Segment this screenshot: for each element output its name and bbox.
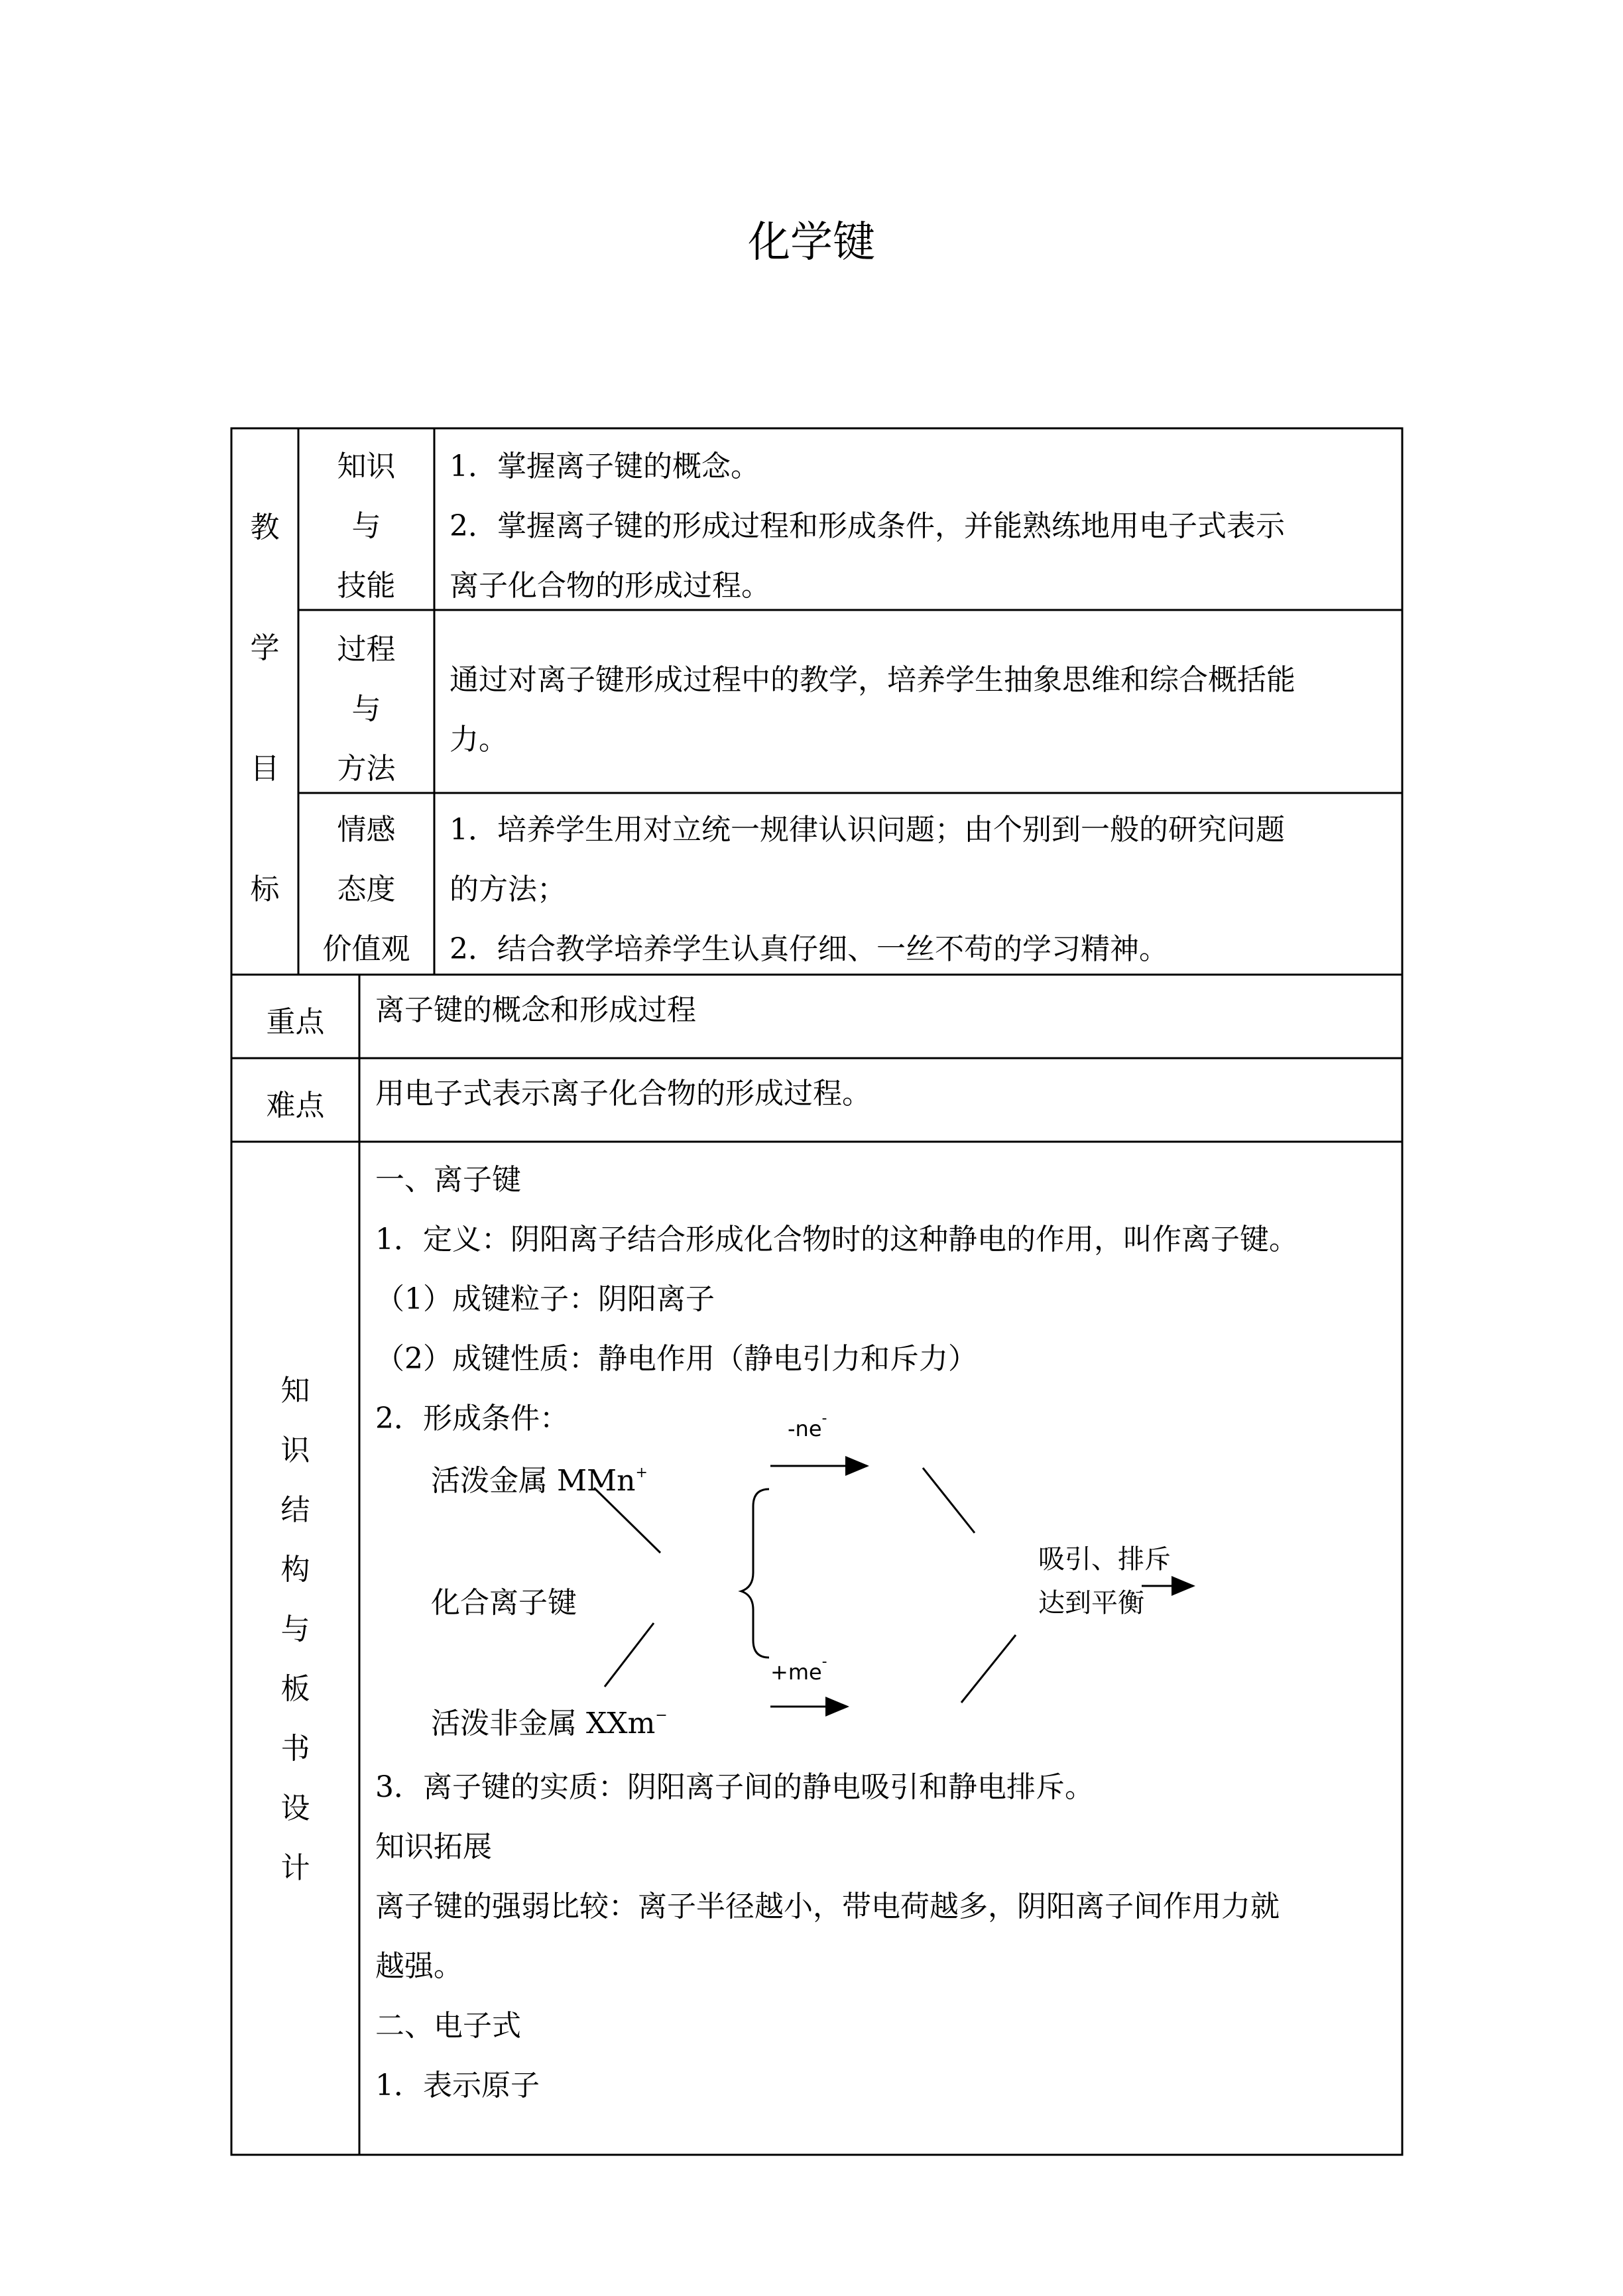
knowledge-label-char: 知 (280, 1374, 310, 1408)
objective-text: 1．掌握离子键的概念。 (450, 450, 760, 483)
objectives-header-char: 学 (250, 631, 280, 665)
represent-atom-line: 1．表示原子 (375, 2069, 540, 2102)
knowledge-label-char: 与 (280, 1612, 310, 1646)
compound-ionic-bond-label: 化合离子键 (431, 1586, 577, 1620)
objective-text: 通过对离子键形成过程中的教学，培养学生抽象思维和综合概括能 (450, 663, 1295, 697)
knowledge-label-char: 计 (280, 1851, 310, 1885)
bond-strength-line: 离子键的强弱比较：离子半径越小，带电荷越多，阴阳离子间作用力就 (375, 1890, 1280, 1923)
knowledge-label-char: 设 (280, 1791, 310, 1825)
difficult-point-text: 用电子式表示离子化合物的形成过程。 (375, 1077, 871, 1111)
bonding-particles-line: （1）成键粒子：阴阳离子 (375, 1282, 715, 1316)
objective-label: 与 (351, 509, 381, 543)
objective-text: 2．结合教学培养学生认真仔细、一丝不苟的学习精神。 (450, 932, 1168, 966)
active-nonmetal-label: 活泼非金属 XXm− (431, 1707, 668, 1740)
bond-strength-line-cont: 越强。 (375, 1949, 463, 1983)
objectives-header-char: 标 (250, 873, 280, 906)
gain-electron-label: +me- (770, 1654, 827, 1685)
cation-connector-line (923, 1468, 975, 1533)
anion-connector-line (961, 1635, 1016, 1703)
objectives-header-char: 目 (250, 752, 280, 786)
objective-label: 情感 (337, 813, 396, 847)
objective-text: 离子化合物的形成过程。 (450, 569, 770, 603)
objectives-header-char: 教 (250, 511, 280, 544)
section-heading-ionic-bond: 一、离子键 (375, 1163, 521, 1197)
ionic-bond-essence-line: 3．离子键的实质：阴阳离子间的静电吸引和静电排斥。 (375, 1770, 1094, 1804)
difficult-point-label: 难点 (266, 1089, 325, 1122)
knowledge-extension-heading: 知识拓展 (375, 1830, 492, 1864)
objective-text: 力。 (450, 723, 508, 756)
attract-repel-label: 吸引、排斥 (1038, 1544, 1171, 1575)
objective-label: 与 (351, 692, 381, 726)
objective-label: 态度 (337, 873, 396, 906)
objective-text: 1．培养学生用对立统一规律认识问题；由个别到一般的研究问题 (450, 813, 1285, 847)
section-heading-electron-formula: 二、电子式 (375, 2009, 521, 2043)
brace-icon (741, 1489, 769, 1658)
objective-text: 2．掌握离子键的形成过程和形成条件，并能熟练地用电子式表示 (450, 509, 1285, 543)
objective-label: 方法 (337, 752, 396, 786)
knowledge-label-char: 识 (280, 1433, 310, 1467)
key-point-label: 重点 (266, 1005, 325, 1039)
key-point-text: 离子键的概念和形成过程 (375, 993, 696, 1027)
knowledge-label-char: 构 (280, 1553, 310, 1587)
page-title: 化学键 (748, 218, 875, 267)
objective-label: 过程 (337, 633, 396, 666)
knowledge-label-char: 板 (280, 1672, 310, 1706)
knowledge-label-char: 结 (280, 1493, 310, 1527)
equilibrium-label: 达到平衡 (1038, 1588, 1144, 1618)
active-metal-label: 活泼金属 MMn+ (431, 1464, 648, 1498)
definition-line: 1．定义：阴阳离子结合形成化合物时的这种静电的作用，叫作离子键。 (375, 1223, 1298, 1256)
nonmetal-connector-line (605, 1623, 654, 1687)
objective-label: 知识 (337, 450, 396, 483)
knowledge-label-char: 书 (280, 1732, 310, 1766)
objective-label: 技能 (337, 569, 396, 603)
bonding-nature-line: （2）成键性质：静电作用（静电引力和斥力） (375, 1342, 977, 1376)
objective-label: 价值观 (322, 932, 410, 966)
lose-electron-label: -ne- (788, 1410, 827, 1441)
objective-text: 的方法； (450, 873, 566, 906)
formation-conditions-line: 2．形成条件： (375, 1402, 569, 1435)
